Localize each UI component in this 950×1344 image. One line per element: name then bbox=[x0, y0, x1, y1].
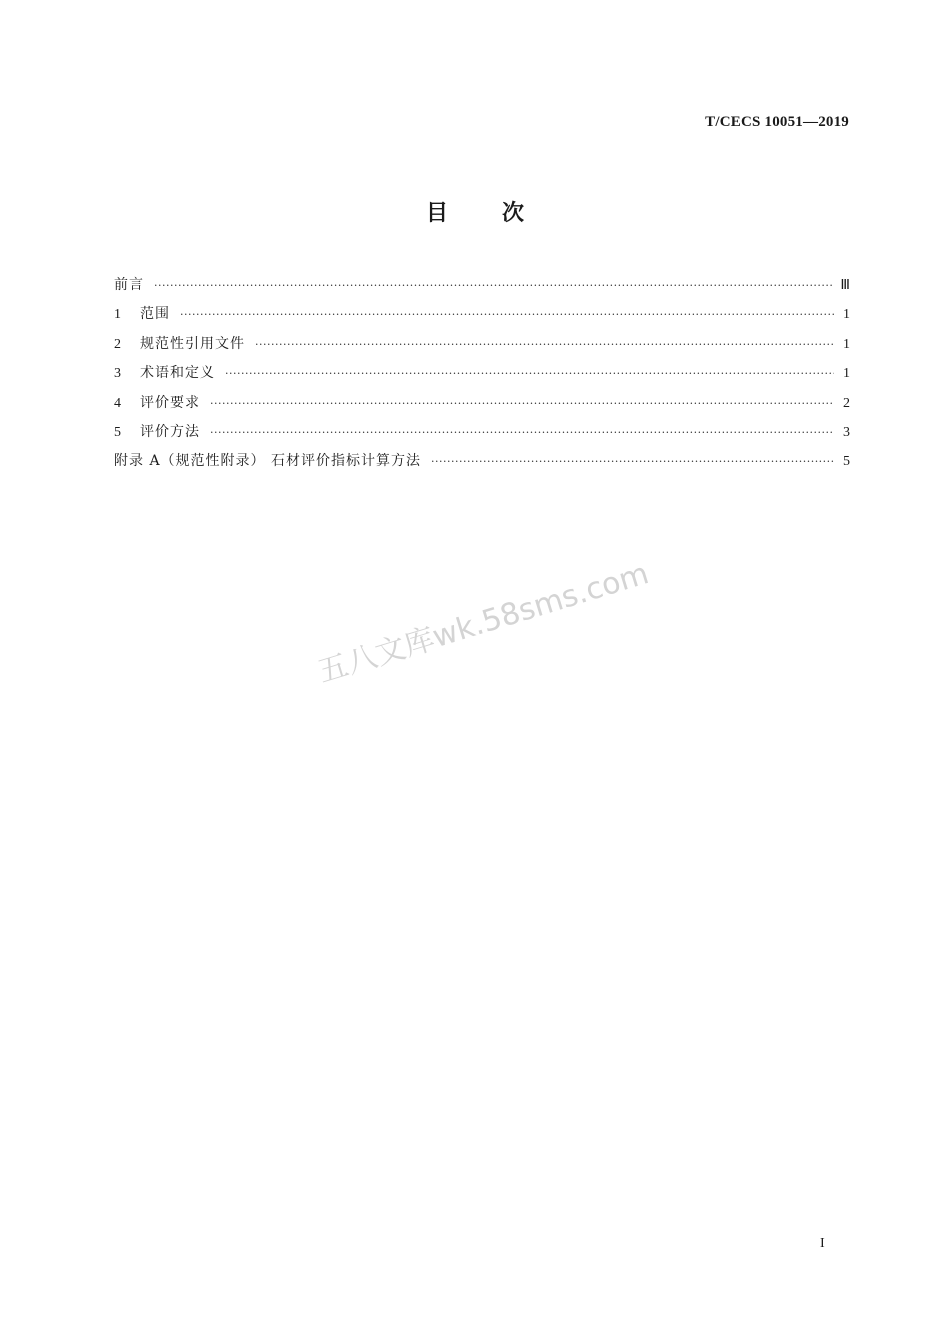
table-of-contents bbox=[114, 274, 850, 480]
standard-number: T/CECS 10051—2019 bbox=[705, 114, 849, 130]
toc-entry-label: 评价要求 bbox=[140, 394, 200, 411]
toc-entry-label: 范围 bbox=[140, 306, 170, 323]
dot-leader bbox=[431, 451, 834, 473]
toc-entry-evaluation-requirements[interactable] bbox=[114, 392, 850, 421]
toc-entry-terms-definitions[interactable] bbox=[114, 362, 850, 391]
toc-entry-appendix-a[interactable] bbox=[114, 450, 850, 479]
toc-entry-page: 5 bbox=[843, 454, 850, 470]
toc-entry-normative-references[interactable] bbox=[114, 333, 850, 362]
toc-entry-number: 3 bbox=[114, 366, 121, 382]
page-title: 目次 bbox=[425, 201, 578, 226]
toc-entry-page: 1 bbox=[843, 336, 850, 352]
dot-leader bbox=[180, 304, 834, 326]
toc-entry-number: 5 bbox=[114, 424, 121, 440]
toc-entry-page: 2 bbox=[843, 395, 850, 411]
toc-entry-evaluation-methods[interactable] bbox=[114, 421, 850, 450]
toc-entry-preface[interactable] bbox=[114, 274, 850, 303]
toc-entry-label: 术语和定义 bbox=[140, 365, 215, 382]
toc-entry-number: 1 bbox=[114, 307, 121, 323]
dot-leader bbox=[154, 275, 834, 297]
toc-entry-page: 1 bbox=[843, 307, 850, 323]
toc-entry-label: 评价方法 bbox=[140, 423, 200, 440]
toc-entry-number: 4 bbox=[114, 395, 121, 411]
toc-entry-scope[interactable] bbox=[114, 303, 850, 332]
toc-entry-page: 1 bbox=[843, 366, 850, 382]
dot-leader bbox=[210, 422, 834, 444]
page-number: I bbox=[820, 1236, 825, 1251]
toc-entry-page: Ⅲ bbox=[840, 278, 850, 293]
toc-entry-page: 3 bbox=[843, 424, 850, 440]
toc-entry-label: 规范性引用文件 bbox=[140, 335, 245, 352]
dot-leader bbox=[225, 363, 834, 385]
dot-leader bbox=[210, 393, 834, 415]
toc-entry-label: 前言 bbox=[114, 277, 144, 293]
toc-entry-number: 2 bbox=[114, 336, 121, 352]
toc-entry-label: 附录 A（规范性附录） 石材评价指标计算方法 bbox=[114, 453, 422, 470]
watermark: 五八文库wk.58sms.com bbox=[313, 556, 653, 691]
dot-leader bbox=[255, 334, 834, 356]
